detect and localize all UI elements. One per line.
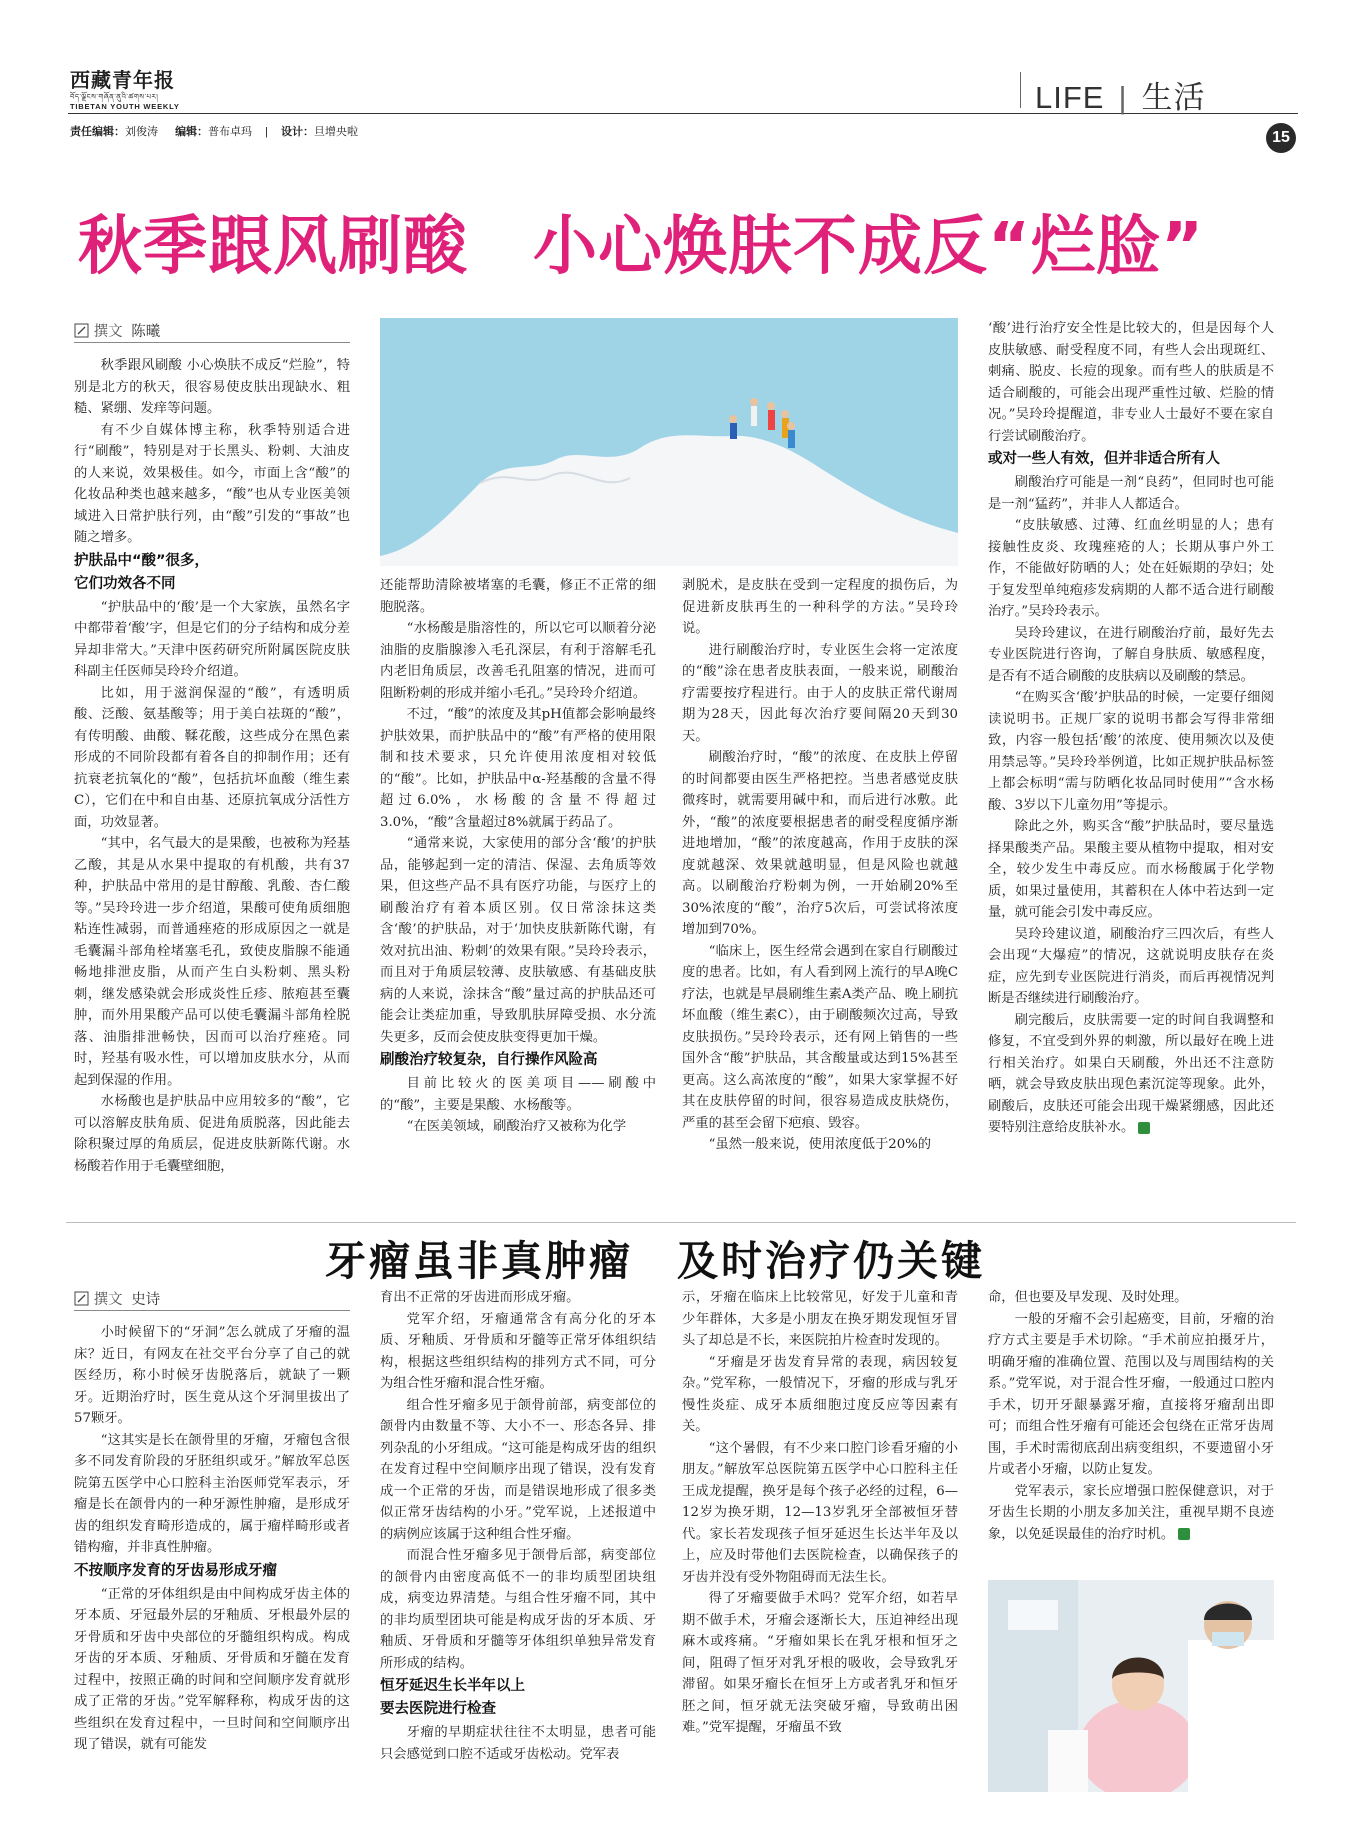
- paragraph: 得了牙瘤要做手术吗？党军介绍，如若早期不做手术，牙瘤会逐渐长大，压迫神经出现麻木或疼痛。“牙瘤如果长在乳牙根和恒牙之间，阻碍了恒牙对乳牙根的吸收，会导致乳牙滞留。如果牙瘤长在恒牙上方或者乳牙和恒牙胚之间，恒牙就无法突破牙瘤，导致萌出困难。”党军提醒，牙瘤虽不致: [682, 1591, 958, 1735]
- subheading: 或对一些人有效，但并非适合所有人: [988, 451, 1220, 467]
- paragraph: 刷完酸后，皮肤需要一定的时间自我调整和修复，不宜受到外界的刺激，所以最好在晚上进行相关治疗。如果白天刷酸，外出还不注意防晒，就会导致皮肤出现色素沉淀等现象。此外，刷酸后，皮肤还可能会出现干燥紧绷感，因此还要特别注意给皮肤补水。 青: [988, 1012, 1274, 1135]
- article2-photo: [988, 1580, 1274, 1792]
- paragraph: 进行刷酸治疗时，专业医生会将一定浓度的“酸”涂在患者皮肤表面，一般来说，刷酸治疗需要按疗程进行。由于人的皮肤正常代谢周期为28天，因此每次治疗要间隔20天到30天。: [682, 642, 958, 744]
- paragraph: 小时候留下的“牙洞”怎么就成了牙瘤的温床？近日，有网友在社交平台分享了自己的就医经历，称小时候牙齿脱落后，就缺了一颗牙。近期治疗时，医生竟从这个牙洞里拔出了57颗牙。: [74, 1325, 350, 1426]
- subheading: 它们功效各不同: [74, 575, 176, 592]
- paragraph: “在医美领域，刷酸治疗又被称为化学: [406, 1119, 627, 1134]
- paragraph: 牙瘤的早期症状往往不太明显，患者可能只会感觉到口腔不适或牙齿松动。党军表: [380, 1725, 656, 1762]
- paragraph: 刷酸治疗时，“酸”的浓度、在皮肤上停留的时间都要由医生严格把控。当患者感觉皮肤微疼时，就需要用碱中和，而后进行冰敷。此外，“酸”的浓度要根据患者的耐受程度循序渐进地增加，“酸”的浓度越高，作用于皮肤的深度就越深、效果就越明显，但是风险也就越高。以刷酸治疗粉刺为例，一开始刷20%至30%浓度的“酸”，治疗5次后，可尝试将浓度增加到70%。: [682, 750, 958, 937]
- section-label: LIFE | 生活: [1035, 80, 1206, 115]
- paragraph: 水杨酸也是护肤品中应用较多的“酸”，它可以溶解皮肤角质、促进角质脱落，因此能去除积聚过厚的角质层，促进皮肤新陈代谢。水杨酸若作用于毛囊壁细胞，: [74, 1094, 350, 1174]
- paragraph: 还能帮助清除被堵塞的毛囊，修正不正常的细胞脱落。: [380, 578, 656, 615]
- paragraph: “水杨酸是脂溶性的，所以它可以顺着分泌油脂的皮脂腺渗入毛孔深层，有利于溶解毛孔内老旧角质层，改善毛孔阻塞的情况，进而可阻断粉刺的形成并缩小毛孔。”吴玲玲介绍道。: [380, 621, 656, 701]
- paragraph: 不过，“酸”的浓度及其pH值都会影响最终护肤效果，而护肤品中的“酸”有严格的使用限制和技术要求，只允许使用浓度相对较低的“酸”。比如，护肤品中α-羟基酸的含量不得超过6.0%，水杨酸的含量不得超过3.0%，“酸”含量超过8%就属于药品了。: [380, 707, 656, 830]
- paragraph: 育出不正常的牙齿进而形成牙瘤。: [380, 1290, 580, 1305]
- article2-column-3: [682, 1287, 958, 1792]
- paragraph: “其中，名气最大的是果酸，也被称为羟基乙酸，其是从水果中提取的有机酸，共有37种，护肤品中常用的是甘醇酸、乳酸、杏仁酸等。”吴玲玲进一步介绍道，果酸可使角质细胞粘连性减弱，而普通痤疮的形成原因之一就是毛囊漏斗部角栓堵塞毛孔，致使皮脂腺不能通畅地排泄皮脂，从而产生白头粉刺、黑头粉刺，继发感染就会形成炎性丘疹、脓疱甚至囊肿，而外用果酸产品可以使毛囊漏斗部角栓脱落、油脂排泄畅快，因而可以治疗痤疮。同时，羟基有吸水性，可以增加皮肤水分，从而起到保湿的作用。: [74, 836, 350, 1088]
- articles-divider: [66, 1222, 1296, 1223]
- paragraph: 命，但也要及早发现、及时处理。: [988, 1290, 1188, 1305]
- paragraph: 比如，用于滋润保湿的“酸”，有透明质酸、泛酸、氨基酸等；用于美白祛斑的“酸”，有传明酸、曲酸、鞣花酸，这些成分在黑色素形成的不同阶段都有着各自的抑制作用；还有抗衰老抗氧化的“酸”，包括抗坏血酸（维生素C），它们在中和自由基、还原抗氧成分活性方面，功效显著。: [74, 685, 350, 830]
- article1-column-1: [74, 355, 350, 1218]
- article2-column-4: [988, 1287, 1274, 1573]
- paragraph: “虽然一般来说，使用浓度低于20%的: [708, 1137, 932, 1152]
- subheading: 不按顺序发育的牙齿易形成牙瘤: [74, 1562, 277, 1579]
- article1-column-3: [682, 575, 958, 1218]
- paragraph: “牙瘤是牙齿发育异常的表现，病因较复杂。”党军称，一般情况下，牙瘤的形成与乳牙慢性炎症、成牙本质细胞过度反应等因素有关。: [682, 1354, 958, 1434]
- paragraph: 刷酸治疗可能是一剂“良药”，但同时也可能是一剂“猛药”，并非人人都适合。: [988, 475, 1274, 512]
- subheading: 恒牙延迟生长半年以上: [380, 1678, 525, 1694]
- paragraph: “正常的牙体组织是由中间构成牙齿主体的牙本质、牙冠最外层的牙釉质、牙根最外层的牙骨质和牙齿中央部位的牙髓组织构成。构成牙齿的牙本质、牙釉质、牙骨质和牙髓在发育过程中，按照正确的时间和空间顺序发育就形成了正常的牙齿。”党军解释称，构成牙齿的这些组织在发育过程中，一旦时间和空间顺序出现了错误，就有可能发: [74, 1586, 350, 1752]
- article1-headline: 秋季跟风刷酸 小心焕肤不成反“烂脸”: [78, 210, 1205, 284]
- newspaper-tibetan-name: བོད་ལྗོངས་གཞོན་ནུའི་ཚགས་པར།: [70, 93, 159, 101]
- paragraph: “通常来说，大家使用的部分含‘酸’的护肤品，能够起到一定的清洁、保湿、去角质等效果，但这些产品不具有医疗功能，与医疗上的刷酸治疗有着本质区别。仅日常涂抹这类含‘酸’的护肤品，对于‘加快皮肤新陈代谢，有效对抗出油、粉刺’的效果有限。”吴玲玲表示，而且对于角质层较薄、皮肤敏感、有基础皮肤病的人来说，涂抹含“酸”量过高的护肤品还可能会让类症加重，导致肌肤屏障受损、水分流失更多，反而会使皮肤变得更加干燥。: [380, 836, 656, 1045]
- tiny-figure-2: [767, 402, 775, 430]
- subheading: 刷酸治疗较复杂，自行操作风险高: [380, 1052, 598, 1068]
- byline-rule: [74, 342, 350, 343]
- paragraph: 剥脱术，是皮肤在受到一定程度的损伤后，为促进新皮肤再生的一种科学的方法。”吴玲玲说。: [682, 578, 958, 636]
- paragraph: 示，牙瘤在临床上比较常见，好发于儿童和青少年群体，大多是小朋友在换牙期发现恒牙冒头了却总是不长，来医院拍片检查时发现的。: [682, 1290, 958, 1348]
- paragraph: 秋季跟风刷酸 小心焕肤不成反“烂脸”，特别是北方的秋天，很容易使皮肤出现缺水、粗糙、紧绷、发痒等问题。: [74, 358, 350, 416]
- paragraph: ‘酸’进行治疗安全性是比较大的，但是因每个人皮肤敏感、耐受程度不同，有些人会出现斑红、刺痛、脱皮、长痘的现象。而有些人的肤质是不适合刷酸的，可能会出现严重性过敏、烂脸的情况。”吴玲玲提醒道，非专业人士最好不要在家自行尝试刷酸治疗。: [988, 321, 1274, 444]
- paragraph: “在购买含‘酸’护肤品的时候，一定要仔细阅读说明书。正规厂家的说明书都会写得非常细致，内容一般包括‘酸’的浓度、使用频次以及使用禁忌等。”吴玲玲举例道，比如正规护肤品标签上都会标明“需与防晒化妆品同时使用”“含水杨酸、3岁以下儿童勿用”等提示。: [988, 690, 1274, 813]
- subheading: 护肤品中“酸”很多，: [74, 552, 210, 569]
- byline-rule-2: [74, 1310, 350, 1311]
- paragraph: 有不少自媒体博主称，秋季特别适合进行“刷酸”，特别是对于长黑头、粉刺、大油皮的人来说，效果极佳。如今，市面上含“酸”的化妆品种类也越来越多，“酸”也从专业医美领域进入日常护肤行列，由“酸”引发的“事故”也随之增多。: [74, 422, 350, 545]
- paragraph: 党军介绍，牙瘤通常含有高分化的牙本质、牙釉质、牙骨质和牙髓等正常牙体组织结构，根据这些组织结构的排列方式不同，可分为组合性牙瘤和混合性牙瘤。: [380, 1311, 656, 1391]
- article2-column-1: [74, 1322, 350, 1792]
- newspaper-name: 西藏青年报: [70, 68, 175, 92]
- pen-icon: [74, 1291, 89, 1306]
- article1-byline: 撰文 陈曦: [74, 320, 160, 341]
- paragraph: 目前比较火的医美项目——刷酸中的“酸”，主要是果酸、水杨酸等。: [380, 1076, 656, 1113]
- paragraph: 除此之外，购买含“酸”护肤品时，要尽量选择果酸类产品。果酸主要从植物中提取，相对安全，较少发生中毒反应。而水杨酸属于化学物质，如果过量使用，其蓄积在人体中若达到一定量，就可能会引发中毒反应。: [988, 819, 1274, 920]
- article1-column-2: [380, 575, 656, 1218]
- newspaper-english-name: TIBETAN YOUTH WEEKLY: [70, 102, 180, 111]
- paragraph: 组合性牙瘤多见于颌骨前部，病变部位的颌骨内由数量不等、大小不一、形态各异、排列杂乱的小牙组成。“这可能是构成牙齿的组织在发育过程中空间顺序出现了错误，没有发育成一个正常的牙齿，而是错误地形成了很多类似正常牙齿结构的小牙。”党军说，上述报道中的病例应该属于这种组合性牙瘤。: [380, 1397, 656, 1542]
- paragraph: “临床上，医生经常会遇到在家自行刷酸过度的患者。比如，有人看到网上流行的早A晚C疗法，也就是早晨刷维生素A类产品、晚上刷抗坏血酸（维生素C），由于刷酸频次过高，导致皮肤损伤。”吴玲玲表示，还有网上销售的一些国外含“酸”护肤品，其含酸量或达到15%甚至更高。这么高浓度的“酸”，如果大家掌握不好其在皮肤停留的时间，很容易造成皮肤烧伤，严重的甚至会留下疤痕、毁容。: [682, 943, 958, 1131]
- paragraph: 一般的牙瘤不会引起癌变，目前，牙瘤的治疗方式主要是手术切除。“手术前应拍摄牙片，明确牙瘤的准确位置、范围以及与周围结构的关系。”党军说，对于混合性牙瘤，一般通过口腔内手术，切开牙龈暴露牙瘤，直接将牙瘤刮出即可；而组合性牙瘤有可能还会包绕在正常牙齿周围，手术时需彻底刮出病变组织，不要遗留小牙片或者小牙瘤，以防止复发。: [988, 1311, 1274, 1477]
- article1-column-4: [988, 318, 1274, 1218]
- paragraph: 而混合性牙瘤多见于颌骨后部，病变部位的颌骨内由密度高低不一的非均质型团块组成，病变边界清楚。与组合性牙瘤不同，其中的非均质型团块可能是构成牙齿的牙本质、牙釉质、牙骨质和牙髓等牙体组织单独异常发育所形成的结构。: [380, 1548, 656, 1671]
- tiny-figure-5: [787, 422, 795, 448]
- masthead: [70, 64, 250, 111]
- paragraph: “护肤品中的‘酸’是一个大家族，虽然名字中都带着‘酸’字，但是它们的分子结构和成分差异却非常大。”天津中医药研究所附属医院皮肤科副主任医师吴玲玲介绍道。: [74, 599, 350, 679]
- pen-icon: [74, 323, 89, 338]
- section-divider: [1020, 72, 1021, 108]
- article2-headline: 牙瘤虽非真肿瘤 及时治疗仍关键: [325, 1237, 985, 1285]
- credits: 责任编辑：刘俊涛 编辑：普布卓玛 | 设计：旦增央啦: [70, 126, 359, 138]
- page-number: 15: [1266, 123, 1296, 153]
- paragraph: 吴玲玲建议道，刷酸治疗三四次后，有些人会出现“大爆痘”的情况，这就说明皮肤存在炎症，应先到专业医院进行消炎，而后再视情况判断是否继续进行刷酸治疗。: [988, 926, 1274, 1006]
- end-mark-icon: 青: [1178, 1528, 1190, 1540]
- paragraph: “这个暑假，有不少来口腔门诊看牙瘤的小朋友。”解放军总医院第五医学中心口腔科主任王成龙提醒，换牙是每个孩子必经的过程，6—12岁为换牙期，12—13岁乳牙全部被恒牙替代。家长若发现孩子恒牙延迟生长达半年及以上，应及时带他们去医院检查，以确保孩子的牙齿并没有受外物阻碍而无法生长。: [682, 1440, 958, 1585]
- dentist-child-photo: [988, 1580, 1274, 1792]
- paragraph: “皮肤敏感、过薄、红血丝明显的人；患有接触性皮炎、玫瑰痤疮的人；长期从事户外工作，不能做好防晒的人；处在妊娠期的孕妇；处于复发型单纯疱疹发病期的人都不适合进行刷酸治疗。”吴玲玲表示。: [988, 518, 1274, 619]
- subheading: 要去医院进行检查: [380, 1701, 496, 1717]
- end-mark-icon: 青: [1138, 1122, 1150, 1134]
- tiny-figure-1: [750, 398, 758, 426]
- article2-byline: 撰文 史诗: [74, 1288, 160, 1309]
- paragraph: 党军表示，家长应增强口腔保健意识，对于牙齿生长期的小朋友多加关注，重视早期不良迹象，以免延误最佳的治疗时机。 青: [988, 1483, 1274, 1542]
- article1-illustration: [380, 318, 958, 566]
- paragraph: 吴玲玲建议，在进行刷酸治疗前，最好先去专业医院进行咨询，了解自身肤质、敏感程度，是否有不适合刷酸的皮肤病以及刷酸的禁忌。: [988, 625, 1274, 684]
- tiny-figure-4: [729, 415, 737, 439]
- snow-mountain-figures-image: [380, 318, 958, 566]
- paragraph: “这其实是长在颌骨里的牙瘤，牙瘤包含很多不同发育阶段的牙胚组织或牙。”解放军总医院第五医学中心口腔科主治医师党军表示，牙瘤是长在颌骨内的一种牙源性肿瘤，是形成牙齿的组织发育畸形造成的，属于瘤样畸形或者错构瘤，并非真性肿瘤。: [74, 1432, 350, 1555]
- article2-column-2: [380, 1287, 656, 1792]
